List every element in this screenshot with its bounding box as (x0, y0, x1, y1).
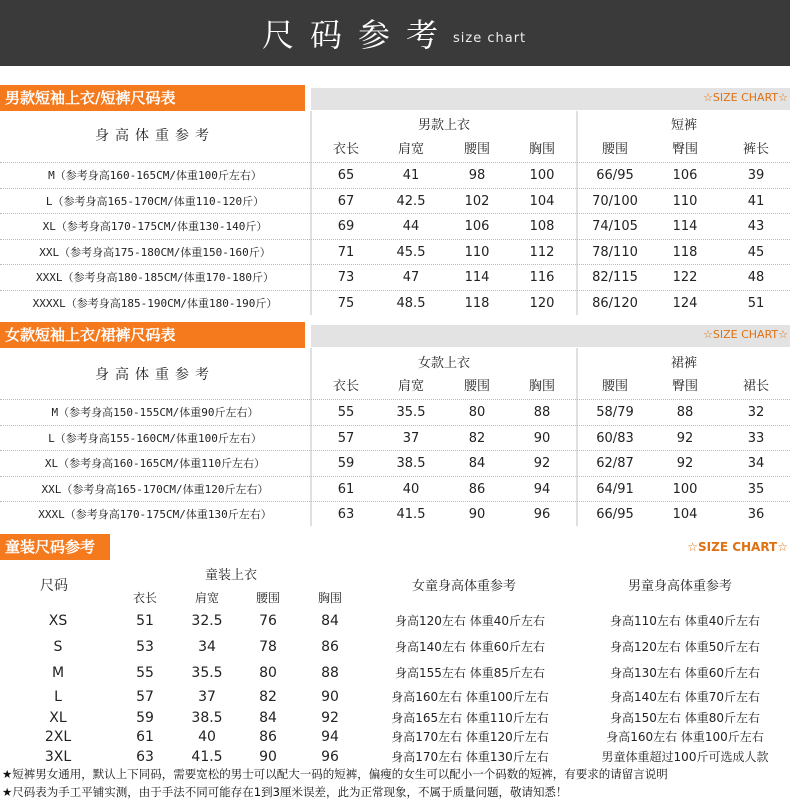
kids-table-row (0, 636, 790, 658)
measurement-cell: 65 (337, 168, 355, 183)
kids-size-label: XS (48, 613, 68, 629)
measurement-cell: 96 (533, 507, 551, 522)
measurement-cell: 40 (402, 481, 420, 497)
boy-reference-cell: 身高150左右 体重80斤左右 (610, 711, 760, 725)
boy-reference-cell: 身高110左右 体重40斤左右 (610, 614, 760, 628)
kids-size-table (0, 560, 790, 765)
measurement-cell: 48.5 (396, 295, 426, 311)
measurement-cell: 82 (259, 689, 277, 705)
measurement-cell: 98 (468, 168, 486, 183)
measurement-cell: 90 (533, 430, 551, 446)
measurement-cell: 80 (468, 405, 486, 420)
measurement-cell: 88 (321, 665, 339, 681)
measurement-cell: 92 (321, 710, 339, 726)
measurement-cell: 124 (672, 295, 698, 311)
measurement-cell: 38.5 (396, 456, 426, 471)
kids-heading: 童装尺码参考 (0, 534, 110, 560)
kids-size-label: M (51, 665, 65, 681)
measurement-cell: 61 (337, 481, 355, 497)
measurement-cell: 74/105 (592, 219, 638, 234)
women-table-row (0, 501, 790, 526)
boy-reference-cell: 身高120左右 体重50斤左右 (610, 640, 760, 654)
measurement-cell: 66/95 (596, 168, 634, 183)
measurement-cell: 78/110 (592, 244, 638, 260)
women-col-header: 裙长 (742, 379, 769, 394)
women-table-row (0, 399, 790, 424)
men-table-row (0, 290, 790, 315)
measurement-cell: 38.5 (191, 710, 223, 726)
measurement-cell: 48 (747, 270, 765, 285)
measurement-cell: 32 (747, 405, 765, 420)
measurement-cell: 47 (402, 270, 420, 285)
measurement-cell: 57 (136, 689, 154, 705)
men-ref-header: 身高体重参考 (95, 128, 215, 144)
kids-table-row (0, 726, 790, 748)
size-reference-label: L（参考身高155-160CM/体重100斤左右） (48, 431, 262, 445)
kids-top-group-header: 童装上衣 (205, 568, 258, 583)
note-line-1: ★短裤男女通用，默认上下同码，需要宽松的男士可以配大一码的短裤，偏瘦的女生可以配小一个码数的短裤，有要求的请留言说明 (2, 767, 668, 781)
measurement-cell: 112 (529, 244, 555, 260)
measurement-cell: 35.5 (396, 405, 426, 420)
measurement-cell: 118 (672, 244, 698, 260)
women-size-table (0, 348, 790, 526)
women-top-group-header: 女款上衣 (417, 356, 470, 371)
measurement-cell: 51 (747, 295, 765, 311)
measurement-cell: 90 (468, 507, 486, 522)
women-col-header: 胸围 (528, 379, 555, 394)
women-table-row (0, 476, 790, 501)
measurement-cell: 114 (672, 219, 698, 234)
women-col-header: 衣长 (332, 379, 359, 394)
women-table-row (0, 425, 790, 450)
measurement-cell: 33 (747, 430, 765, 446)
measurement-cell: 118 (464, 295, 490, 311)
boy-reference-cell: 男童体重超过100斤可选成人款 (601, 750, 769, 764)
measurement-cell: 88 (676, 405, 694, 420)
measurement-cell: 78 (259, 639, 277, 655)
measurement-cell: 45.5 (396, 244, 426, 260)
measurement-cell: 45 (747, 244, 765, 260)
title-banner (0, 0, 790, 66)
measurement-cell: 110 (464, 244, 490, 260)
women-table-row (0, 450, 790, 475)
measurement-cell: 82 (468, 430, 486, 446)
women-ref-header: 身高体重参考 (95, 367, 215, 383)
girl-reference-cell: 身高170左右 体重120斤左右 (391, 730, 549, 744)
measurement-cell: 120 (529, 295, 555, 311)
women-bottom-group-header: 裙裤 (670, 356, 697, 371)
measurement-cell: 55 (337, 405, 355, 420)
measurement-cell: 90 (321, 689, 339, 705)
measurement-cell: 106 (464, 219, 490, 234)
kids-size-label: S (53, 639, 63, 655)
measurement-cell: 37 (402, 430, 420, 446)
women-col-header: 肩宽 (397, 379, 424, 394)
measurement-cell: 92 (676, 430, 694, 446)
note-line-2: ★尺码表为手工平铺实测，由于手法不同可能存在1到3厘米误差，此为正常现象，不属于质量问题，敬请知悉！ (2, 785, 568, 799)
kids-boy-header: 男童身高体重参考 (628, 579, 733, 594)
measurement-cell: 64/91 (596, 481, 634, 497)
size-reference-label: XXXXL（参考身高185-190CM/体重180-190斤） (32, 296, 278, 310)
girl-reference-cell: 身高155左右 体重85斤左右 (395, 666, 545, 680)
measurement-cell: 86 (468, 481, 486, 497)
women-section-header (0, 322, 790, 348)
men-table-row (0, 162, 790, 187)
kids-col-header: 肩宽 (194, 591, 219, 605)
kids-size-label: 2XL (44, 729, 72, 745)
measurement-cell: 51 (136, 613, 154, 629)
men-size-table (0, 111, 790, 315)
girl-reference-cell: 身高160左右 体重100斤左右 (391, 690, 549, 704)
measurement-cell: 110 (672, 193, 698, 209)
measurement-cell: 84 (259, 710, 277, 726)
men-size-chart-tag: ☆SIZE CHART☆ (703, 91, 788, 104)
measurement-cell: 86 (259, 729, 277, 745)
men-table-row (0, 213, 790, 238)
measurement-cell: 43 (747, 219, 765, 234)
boy-reference-cell: 身高140左右 体重70斤左右 (610, 690, 760, 704)
measurement-cell: 37 (198, 689, 216, 705)
measurement-cell: 55 (136, 665, 154, 681)
men-col-header: 臀围 (671, 142, 698, 157)
measurement-cell: 92 (676, 456, 694, 471)
measurement-cell: 96 (321, 749, 339, 765)
men-table-row (0, 188, 790, 213)
kids-table-row (0, 610, 790, 632)
banner-title-en: size chart (453, 31, 527, 46)
size-reference-label: XXXL（参考身高180-185CM/体重170-180斤） (35, 271, 275, 284)
men-heading: 男款短袖上衣/短裤尺码表 (0, 85, 305, 111)
measurement-cell: 36 (747, 507, 765, 522)
girl-reference-cell: 身高120左右 体重40斤左右 (395, 614, 545, 628)
measurement-cell: 80 (259, 665, 277, 681)
measurement-cell: 88 (533, 405, 551, 420)
kids-size-header: 尺码 (40, 578, 68, 594)
men-section-header (0, 85, 790, 111)
measurement-cell: 100 (529, 168, 555, 183)
kids-section-header (0, 534, 790, 560)
men-table-row (0, 239, 790, 264)
measurement-cell: 57 (337, 430, 355, 446)
women-col-header: 腰围 (601, 379, 628, 394)
kids-table-row (0, 686, 790, 708)
measurement-cell: 84 (468, 456, 486, 471)
measurement-cell: 59 (136, 710, 154, 726)
measurement-cell: 114 (464, 270, 490, 285)
girl-reference-cell: 身高165左右 体重110斤左右 (391, 711, 549, 725)
measurement-cell: 35 (747, 481, 765, 497)
measurement-cell: 90 (259, 749, 277, 765)
measurement-cell: 104 (529, 193, 555, 209)
kids-col-header: 衣长 (132, 591, 157, 605)
measurement-cell: 53 (136, 639, 154, 655)
measurement-cell: 41 (402, 168, 420, 183)
measurement-cell: 34 (747, 456, 765, 471)
kids-size-label: L (54, 689, 62, 705)
measurement-cell: 86 (321, 639, 339, 655)
boy-reference-cell: 身高160左右 体重100斤左右 (606, 730, 764, 744)
size-reference-label: XL（参考身高170-175CM/体重130-140斤） (42, 220, 268, 233)
measurement-cell: 32.5 (191, 613, 223, 629)
measurement-cell: 44 (402, 219, 420, 234)
measurement-cell: 94 (321, 729, 339, 745)
size-reference-label: XXL（参考身高175-180CM/体重150-160斤） (39, 245, 271, 259)
kids-col-header: 腰围 (255, 591, 280, 605)
measurement-cell: 39 (747, 168, 765, 183)
measurement-cell: 71 (337, 244, 355, 260)
measurement-cell: 62/87 (596, 456, 634, 471)
measurement-cell: 100 (672, 481, 698, 497)
banner-title-cn: 尺码参考 (262, 16, 455, 54)
measurement-cell: 76 (259, 613, 277, 629)
girl-reference-cell: 身高140左右 体重60斤左右 (395, 640, 545, 654)
men-col-header: 腰围 (463, 142, 490, 157)
kids-girl-header: 女童身高体重参考 (412, 579, 517, 594)
men-col-header: 裤长 (742, 142, 769, 157)
measurement-cell: 35.5 (191, 665, 223, 681)
measurement-cell: 116 (529, 270, 555, 285)
measurement-cell: 73 (337, 270, 355, 285)
measurement-cell: 67 (337, 193, 355, 209)
size-reference-label: M（参考身高150-155CM/体重90斤左右） (51, 406, 259, 419)
measurement-cell: 58/79 (596, 405, 634, 420)
measurement-cell: 42.5 (396, 193, 426, 209)
measurement-cell: 82/115 (592, 270, 638, 285)
kids-table-row (0, 662, 790, 684)
girl-reference-cell: 身高170左右 体重130斤左右 (391, 750, 549, 764)
measurement-cell: 61 (136, 729, 154, 745)
measurement-cell: 84 (321, 613, 339, 629)
size-reference-label: L（参考身高165-170CM/体重110-120斤） (45, 194, 265, 208)
measurement-cell: 34 (198, 639, 216, 655)
measurement-cell: 60/83 (596, 430, 634, 446)
size-reference-label: M（参考身高160-165CM/体重100斤左右） (48, 169, 262, 182)
women-heading: 女款短袖上衣/裙裤尺码表 (0, 322, 305, 348)
size-reference-label: XL（参考身高160-165CM/体重110斤左右） (44, 457, 266, 470)
measurement-cell: 63 (337, 507, 355, 522)
men-bottom-group-header: 短裤 (670, 118, 697, 133)
measurement-cell: 59 (337, 456, 355, 471)
measurement-cell: 40 (198, 729, 216, 745)
boy-reference-cell: 身高130左右 体重60斤左右 (610, 666, 760, 680)
size-reference-label: XXXL（参考身高170-175CM/体重130斤左右） (38, 508, 272, 521)
measurement-cell: 41.5 (396, 507, 426, 522)
measurement-cell: 106 (672, 168, 698, 183)
measurement-cell: 66/95 (596, 507, 634, 522)
size-reference-label: XXL（参考身高165-170CM/体重120斤左右） (41, 482, 269, 496)
men-col-header: 胸围 (528, 142, 555, 157)
measurement-cell: 122 (672, 270, 698, 285)
measurement-cell: 92 (533, 456, 551, 471)
women-col-header: 臀围 (671, 379, 698, 394)
kids-size-label: XL (49, 710, 67, 726)
measurement-cell: 75 (337, 295, 355, 311)
kids-size-label: 3XL (44, 749, 72, 765)
women-size-chart-tag: ☆SIZE CHART☆ (703, 328, 788, 341)
men-top-group-header: 男款上衣 (417, 118, 470, 133)
measurement-cell: 102 (464, 193, 490, 209)
kids-col-header: 胸围 (317, 591, 342, 605)
measurement-cell: 41.5 (191, 749, 223, 765)
men-col-header: 衣长 (332, 142, 359, 157)
measurement-cell: 86/120 (592, 295, 638, 311)
measurement-cell: 104 (672, 507, 698, 522)
men-col-header: 肩宽 (397, 142, 424, 157)
men-col-header: 腰围 (601, 142, 628, 157)
men-table-row (0, 264, 790, 289)
measurement-cell: 63 (136, 749, 154, 765)
measurement-cell: 41 (747, 193, 765, 209)
measurement-cell: 69 (337, 219, 355, 234)
kids-size-chart-tag: ☆SIZE CHART☆ (687, 540, 788, 554)
measurement-cell: 70/100 (592, 193, 638, 209)
women-col-header: 腰围 (463, 379, 490, 394)
kids-table-row (0, 746, 790, 768)
measurement-cell: 108 (529, 219, 555, 234)
measurement-cell: 94 (533, 481, 551, 497)
